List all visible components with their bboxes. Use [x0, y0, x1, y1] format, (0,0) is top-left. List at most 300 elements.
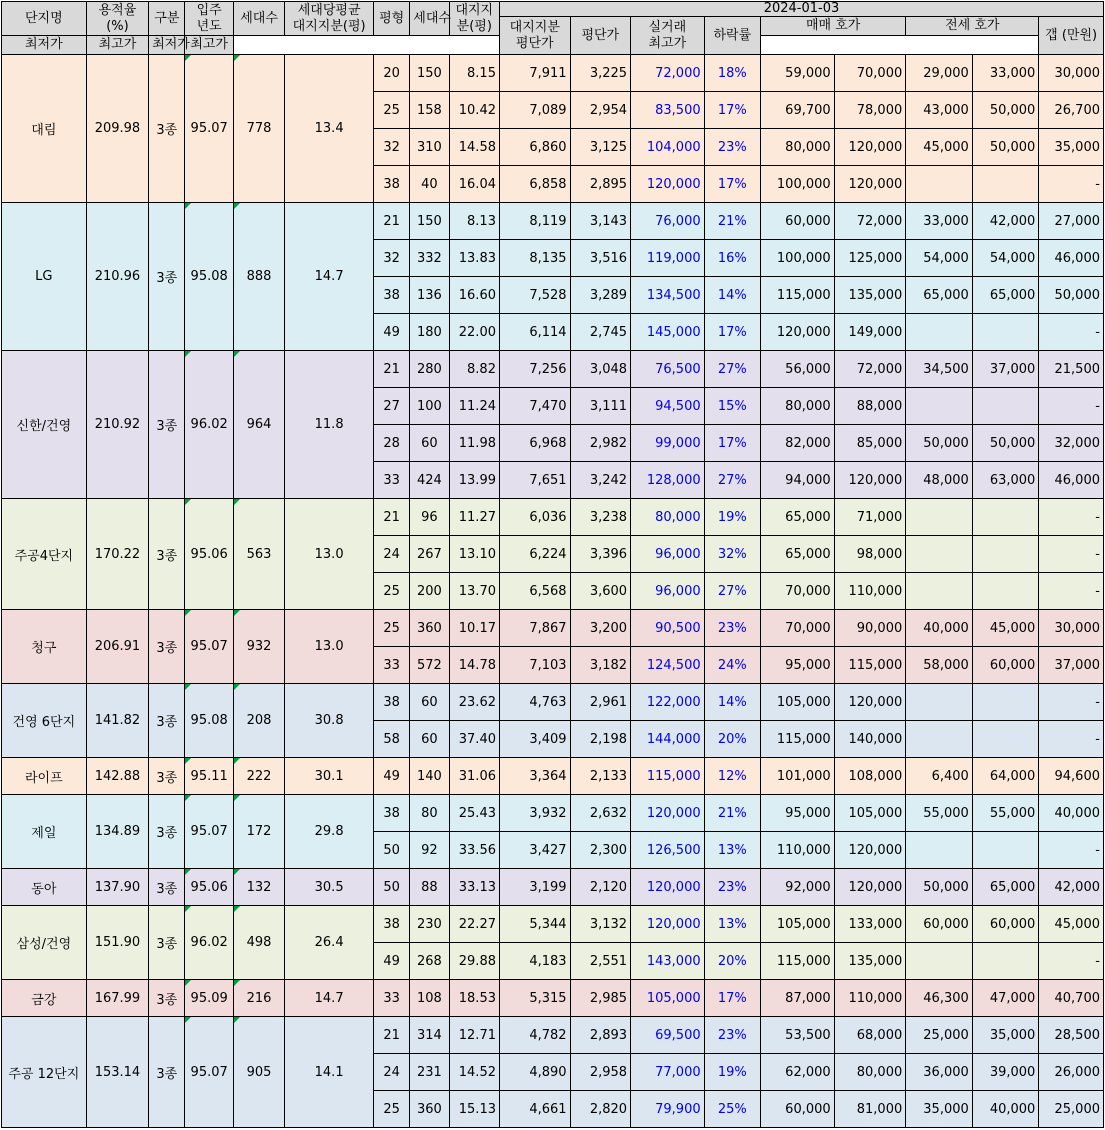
land-price-per-pyeong: 7,651: [499, 462, 570, 499]
sale-ask-max: 135,000: [834, 277, 906, 314]
total-households: 132: [233, 869, 284, 906]
sale-ask-max: 105,000: [834, 795, 906, 832]
drop-rate: 32%: [704, 536, 760, 573]
sale-ask-min: 105,000: [761, 684, 835, 721]
header-jeonse-ask: 전세 호가: [906, 17, 1039, 36]
move-in-year: 95.07: [185, 1017, 233, 1128]
pyeong-size: 33: [373, 647, 409, 684]
complex-name: 주공 12단지: [2, 1017, 87, 1128]
land-price-per-pyeong: 7,256: [499, 351, 570, 388]
sale-ask-min: 115,000: [761, 721, 835, 758]
land-share: 22.00: [449, 314, 499, 351]
real-transaction-max: 99,000: [631, 425, 705, 462]
sale-ask-min: 82,000: [761, 425, 835, 462]
sale-ask-min: 95,000: [761, 647, 835, 684]
pyeong-size: 49: [373, 943, 409, 980]
header-jeonse-max: 최고가: [185, 36, 233, 55]
real-transaction-max: 105,000: [631, 980, 705, 1017]
complex-name: 주공4단지: [2, 499, 87, 610]
real-transaction-max: 76,500: [631, 351, 705, 388]
drop-rate: 17%: [704, 92, 760, 129]
real-transaction-max: 134,500: [631, 277, 705, 314]
jeonse-ask-min: [906, 166, 973, 203]
pyeong-size: 24: [373, 1054, 409, 1091]
header-land-share: 대지지 분(평): [449, 2, 499, 36]
jeonse-ask-max: 55,000: [972, 795, 1039, 832]
drop-rate: 17%: [704, 980, 760, 1017]
sale-ask-min: 62,000: [761, 1054, 835, 1091]
sale-ask-min: 115,000: [761, 277, 835, 314]
avg-land-share: 13.4: [285, 55, 374, 203]
sale-ask-min: 56,000: [761, 351, 835, 388]
land-price-per-pyeong: 4,782: [499, 1017, 570, 1054]
sale-ask-max: 149,000: [834, 314, 906, 351]
price-per-pyeong: 2,982: [570, 425, 630, 462]
move-in-year: 95.08: [185, 203, 233, 351]
jeonse-ask-max: [972, 721, 1039, 758]
jeonse-ask-max: 65,000: [972, 277, 1039, 314]
jeonse-ask-max: [972, 499, 1039, 536]
table-row: [2, 203, 1104, 240]
drop-rate: 13%: [704, 832, 760, 869]
land-share: 25.43: [449, 795, 499, 832]
pyeong-size: 33: [373, 980, 409, 1017]
gap-amount: -: [1039, 721, 1104, 758]
avg-land-share: 14.7: [285, 980, 374, 1017]
move-in-year: 95.06: [185, 869, 233, 906]
header-date: 2024-01-03: [499, 2, 1103, 17]
floor-area-ratio: 209.98: [86, 55, 149, 203]
real-transaction-max: 128,000: [631, 462, 705, 499]
unit-households: 140: [410, 758, 449, 795]
avg-land-share: 30.1: [285, 758, 374, 795]
zone-type: 3종: [149, 795, 185, 869]
real-transaction-max: 122,000: [631, 684, 705, 721]
land-share: 23.62: [449, 684, 499, 721]
gap-amount: 45,000: [1039, 906, 1104, 943]
sale-ask-min: 92,000: [761, 869, 835, 906]
land-price-per-pyeong: 6,968: [499, 425, 570, 462]
jeonse-ask-max: 60,000: [972, 906, 1039, 943]
gap-amount: 40,000: [1039, 795, 1104, 832]
jeonse-ask-min: 46,300: [906, 980, 973, 1017]
land-share: 13.70: [449, 573, 499, 610]
land-share: 8.15: [449, 55, 499, 92]
drop-rate: 17%: [704, 166, 760, 203]
zone-type: 3종: [149, 980, 185, 1017]
sale-ask-max: 71,000: [834, 499, 906, 536]
pyeong-size: 32: [373, 240, 409, 277]
gap-amount: 27,000: [1039, 203, 1104, 240]
jeonse-ask-min: 34,500: [906, 351, 973, 388]
drop-rate: 23%: [704, 869, 760, 906]
header-jeonse-min: 최저가: [149, 36, 185, 55]
land-share: 13.99: [449, 462, 499, 499]
sale-ask-max: 85,000: [834, 425, 906, 462]
jeonse-ask-min: 55,000: [906, 795, 973, 832]
gap-amount: -: [1039, 388, 1104, 425]
move-in-year: 96.02: [185, 906, 233, 980]
gap-amount: 26,700: [1039, 92, 1104, 129]
sale-ask-max: 120,000: [834, 832, 906, 869]
pyeong-size: 21: [373, 499, 409, 536]
jeonse-ask-max: 65,000: [972, 869, 1039, 906]
drop-rate: 20%: [704, 943, 760, 980]
jeonse-ask-min: 25,000: [906, 1017, 973, 1054]
total-households: 498: [233, 906, 284, 980]
pyeong-size: 21: [373, 203, 409, 240]
land-price-per-pyeong: 5,344: [499, 906, 570, 943]
jeonse-ask-min: 50,000: [906, 869, 973, 906]
price-per-pyeong: 2,961: [570, 684, 630, 721]
total-households: 216: [233, 980, 284, 1017]
unit-households: 360: [410, 610, 449, 647]
land-share: 13.83: [449, 240, 499, 277]
real-transaction-max: 120,000: [631, 166, 705, 203]
jeonse-ask-max: 60,000: [972, 647, 1039, 684]
real-transaction-max: 90,500: [631, 610, 705, 647]
zone-type: 3종: [149, 906, 185, 980]
unit-households: 332: [410, 240, 449, 277]
gap-amount: 94,600: [1039, 758, 1104, 795]
header-sale-ask: 매매 호가: [761, 17, 906, 36]
unit-households: 150: [410, 55, 449, 92]
jeonse-ask-min: 35,000: [906, 1091, 973, 1128]
gap-amount: -: [1039, 536, 1104, 573]
header-real-max: 실거래 최고가: [631, 17, 705, 55]
land-share: 33.56: [449, 832, 499, 869]
drop-rate: 20%: [704, 721, 760, 758]
floor-area-ratio: 134.89: [86, 795, 149, 869]
jeonse-ask-min: 45,000: [906, 129, 973, 166]
pyeong-size: 32: [373, 129, 409, 166]
unit-households: 150: [410, 203, 449, 240]
move-in-year: 96.02: [185, 351, 233, 499]
pyeong-size: 21: [373, 351, 409, 388]
land-share: 13.10: [449, 536, 499, 573]
apartment-price-table: [1, 1, 1104, 1128]
drop-rate: 27%: [704, 351, 760, 388]
gap-amount: 30,000: [1039, 610, 1104, 647]
price-per-pyeong: 3,238: [570, 499, 630, 536]
jeonse-ask-min: [906, 536, 973, 573]
pyeong-size: 50: [373, 832, 409, 869]
move-in-year: 95.09: [185, 980, 233, 1017]
sale-ask-min: 110,000: [761, 832, 835, 869]
zone-type: 3종: [149, 758, 185, 795]
sale-ask-min: 80,000: [761, 129, 835, 166]
unit-households: 136: [410, 277, 449, 314]
pyeong-size: 27: [373, 388, 409, 425]
price-per-pyeong: 2,820: [570, 1091, 630, 1128]
land-price-per-pyeong: 6,568: [499, 573, 570, 610]
jeonse-ask-max: 50,000: [972, 129, 1039, 166]
floor-area-ratio: 151.90: [86, 906, 149, 980]
land-share: 10.17: [449, 610, 499, 647]
price-per-pyeong: 3,516: [570, 240, 630, 277]
land-price-per-pyeong: 5,315: [499, 980, 570, 1017]
land-price-per-pyeong: 4,183: [499, 943, 570, 980]
sale-ask-min: 60,000: [761, 203, 835, 240]
drop-rate: 15%: [704, 388, 760, 425]
land-share: 11.27: [449, 499, 499, 536]
total-households: 563: [233, 499, 284, 610]
real-transaction-max: 72,000: [631, 55, 705, 92]
floor-area-ratio: 167.99: [86, 980, 149, 1017]
jeonse-ask-max: 50,000: [972, 92, 1039, 129]
land-price-per-pyeong: 6,860: [499, 129, 570, 166]
header-land-price: 대지지분 평단가: [499, 17, 570, 55]
pyeong-size: 50: [373, 869, 409, 906]
land-price-per-pyeong: 6,224: [499, 536, 570, 573]
jeonse-ask-max: [972, 684, 1039, 721]
unit-households: 280: [410, 351, 449, 388]
sale-ask-min: 115,000: [761, 943, 835, 980]
total-households: 208: [233, 684, 284, 758]
pyeong-size: 33: [373, 462, 409, 499]
jeonse-ask-min: 33,000: [906, 203, 973, 240]
sale-ask-max: 115,000: [834, 647, 906, 684]
price-per-pyeong: 3,132: [570, 906, 630, 943]
jeonse-ask-max: [972, 832, 1039, 869]
unit-households: 60: [410, 425, 449, 462]
avg-land-share: 13.0: [285, 499, 374, 610]
jeonse-ask-min: [906, 499, 973, 536]
total-households: 172: [233, 795, 284, 869]
zone-type: 3종: [149, 684, 185, 758]
drop-rate: 27%: [704, 462, 760, 499]
land-price-per-pyeong: 7,103: [499, 647, 570, 684]
gap-amount: 50,000: [1039, 277, 1104, 314]
land-share: 15.13: [449, 1091, 499, 1128]
unit-households: 267: [410, 536, 449, 573]
avg-land-share: 14.7: [285, 203, 374, 351]
gap-amount: -: [1039, 684, 1104, 721]
sale-ask-max: 90,000: [834, 610, 906, 647]
drop-rate: 23%: [704, 1017, 760, 1054]
complex-name: 제일: [2, 795, 87, 869]
move-in-year: 95.07: [185, 795, 233, 869]
drop-rate: 19%: [704, 499, 760, 536]
drop-rate: 27%: [704, 573, 760, 610]
complex-name: 신한/건영: [2, 351, 87, 499]
land-share: 31.06: [449, 758, 499, 795]
avg-land-share: 26.4: [285, 906, 374, 980]
price-per-pyeong: 2,985: [570, 980, 630, 1017]
header-pyeong: 평형: [373, 2, 409, 36]
land-price-per-pyeong: 7,911: [499, 55, 570, 92]
real-transaction-max: 104,000: [631, 129, 705, 166]
table-row: [2, 351, 1104, 388]
move-in-year: 95.11: [185, 758, 233, 795]
jeonse-ask-max: [972, 536, 1039, 573]
unit-households: 230: [410, 906, 449, 943]
drop-rate: 21%: [704, 795, 760, 832]
jeonse-ask-min: [906, 388, 973, 425]
jeonse-ask-min: 40,000: [906, 610, 973, 647]
header-unit-households: 세대수: [410, 2, 449, 36]
jeonse-ask-max: 45,000: [972, 610, 1039, 647]
price-per-pyeong: 3,143: [570, 203, 630, 240]
pyeong-size: 38: [373, 684, 409, 721]
real-transaction-max: 119,000: [631, 240, 705, 277]
land-price-per-pyeong: 8,135: [499, 240, 570, 277]
drop-rate: 24%: [704, 647, 760, 684]
jeonse-ask-min: 58,000: [906, 647, 973, 684]
avg-land-share: 14.1: [285, 1017, 374, 1128]
table-row: [2, 684, 1104, 721]
drop-rate: 17%: [704, 314, 760, 351]
jeonse-ask-max: [972, 314, 1039, 351]
drop-rate: 12%: [704, 758, 760, 795]
jeonse-ask-max: 64,000: [972, 758, 1039, 795]
jeonse-ask-max: 50,000: [972, 425, 1039, 462]
price-per-pyeong: 3,396: [570, 536, 630, 573]
gap-amount: 32,000: [1039, 425, 1104, 462]
sale-ask-min: 95,000: [761, 795, 835, 832]
avg-land-share: 11.8: [285, 351, 374, 499]
header-sale-min: 최저가: [2, 36, 87, 55]
price-per-pyeong: 2,958: [570, 1054, 630, 1091]
jeonse-ask-min: [906, 573, 973, 610]
sale-ask-max: 88,000: [834, 388, 906, 425]
price-per-pyeong: 2,133: [570, 758, 630, 795]
drop-rate: 17%: [704, 425, 760, 462]
price-per-pyeong: 3,048: [570, 351, 630, 388]
complex-name: 라이프: [2, 758, 87, 795]
gap-amount: -: [1039, 943, 1104, 980]
jeonse-ask-max: [972, 573, 1039, 610]
real-transaction-max: 126,500: [631, 832, 705, 869]
pyeong-size: 25: [373, 1091, 409, 1128]
jeonse-ask-min: 50,000: [906, 425, 973, 462]
drop-rate: 14%: [704, 277, 760, 314]
price-per-pyeong: 3,600: [570, 573, 630, 610]
land-price-per-pyeong: 7,867: [499, 610, 570, 647]
table-row: [2, 55, 1104, 92]
price-per-pyeong: 2,300: [570, 832, 630, 869]
real-transaction-max: 120,000: [631, 869, 705, 906]
complex-name: 금강: [2, 980, 87, 1017]
floor-area-ratio: 206.91: [86, 610, 149, 684]
real-transaction-max: 96,000: [631, 573, 705, 610]
land-share: 10.42: [449, 92, 499, 129]
table-row: [2, 758, 1104, 795]
land-price-per-pyeong: 7,528: [499, 277, 570, 314]
table-row: [2, 980, 1104, 1017]
avg-land-share: 30.8: [285, 684, 374, 758]
pyeong-size: 38: [373, 166, 409, 203]
land-share: 12.71: [449, 1017, 499, 1054]
pyeong-size: 38: [373, 795, 409, 832]
sale-ask-min: 105,000: [761, 906, 835, 943]
total-households: 778: [233, 55, 284, 203]
real-transaction-max: 79,900: [631, 1091, 705, 1128]
floor-area-ratio: 210.92: [86, 351, 149, 499]
real-transaction-max: 76,000: [631, 203, 705, 240]
unit-households: 360: [410, 1091, 449, 1128]
sale-ask-max: 70,000: [834, 55, 906, 92]
jeonse-ask-max: 40,000: [972, 1091, 1039, 1128]
real-transaction-max: 120,000: [631, 795, 705, 832]
gap-amount: -: [1039, 573, 1104, 610]
price-per-pyeong: 3,242: [570, 462, 630, 499]
floor-area-ratio: 137.90: [86, 869, 149, 906]
gap-amount: 28,500: [1039, 1017, 1104, 1054]
real-transaction-max: 124,500: [631, 647, 705, 684]
pyeong-size: 38: [373, 277, 409, 314]
floor-area-ratio: 142.88: [86, 758, 149, 795]
jeonse-ask-min: 6,400: [906, 758, 973, 795]
price-per-pyeong: 3,225: [570, 55, 630, 92]
pyeong-size: 49: [373, 314, 409, 351]
land-share: 11.24: [449, 388, 499, 425]
land-price-per-pyeong: 6,036: [499, 499, 570, 536]
jeonse-ask-max: 54,000: [972, 240, 1039, 277]
zone-type: 3종: [149, 499, 185, 610]
gap-amount: 26,000: [1039, 1054, 1104, 1091]
unit-households: 180: [410, 314, 449, 351]
sale-ask-max: 80,000: [834, 1054, 906, 1091]
gap-amount: 46,000: [1039, 462, 1104, 499]
real-transaction-max: 77,000: [631, 1054, 705, 1091]
zone-type: 3종: [149, 351, 185, 499]
unit-households: 572: [410, 647, 449, 684]
jeonse-ask-min: [906, 721, 973, 758]
land-price-per-pyeong: 4,661: [499, 1091, 570, 1128]
land-share: 22.27: [449, 906, 499, 943]
jeonse-ask-max: 63,000: [972, 462, 1039, 499]
total-households: 905: [233, 1017, 284, 1128]
pyeong-size: 58: [373, 721, 409, 758]
price-per-pyeong: 2,893: [570, 1017, 630, 1054]
sale-ask-max: 120,000: [834, 166, 906, 203]
drop-rate: 23%: [704, 610, 760, 647]
jeonse-ask-min: [906, 314, 973, 351]
sale-ask-max: 81,000: [834, 1091, 906, 1128]
header-drop-rate: 하락률: [704, 17, 760, 55]
total-households: 964: [233, 351, 284, 499]
pyeong-size: 49: [373, 758, 409, 795]
sale-ask-max: 133,000: [834, 906, 906, 943]
table-row: [2, 1017, 1104, 1054]
complex-name: 삼성/건영: [2, 906, 87, 980]
floor-area-ratio: 210.96: [86, 203, 149, 351]
gap-amount: 35,000: [1039, 129, 1104, 166]
sale-ask-min: 60,000: [761, 1091, 835, 1128]
real-transaction-max: 83,500: [631, 92, 705, 129]
land-share: 14.78: [449, 647, 499, 684]
land-price-per-pyeong: 3,932: [499, 795, 570, 832]
jeonse-ask-min: 54,000: [906, 240, 973, 277]
pyeong-size: 25: [373, 92, 409, 129]
gap-amount: 21,500: [1039, 351, 1104, 388]
complex-name: 건영 6단지: [2, 684, 87, 758]
avg-land-share: 13.0: [285, 610, 374, 684]
table-row: [2, 795, 1104, 832]
land-share: 16.04: [449, 166, 499, 203]
unit-households: 92: [410, 832, 449, 869]
sale-ask-max: 120,000: [834, 869, 906, 906]
move-in-year: 95.08: [185, 684, 233, 758]
sale-ask-min: 87,000: [761, 980, 835, 1017]
land-price-per-pyeong: 3,364: [499, 758, 570, 795]
unit-households: 200: [410, 573, 449, 610]
gap-amount: -: [1039, 499, 1104, 536]
move-in-year: 95.07: [185, 55, 233, 203]
floor-area-ratio: 141.82: [86, 684, 149, 758]
drop-rate: 19%: [704, 1054, 760, 1091]
